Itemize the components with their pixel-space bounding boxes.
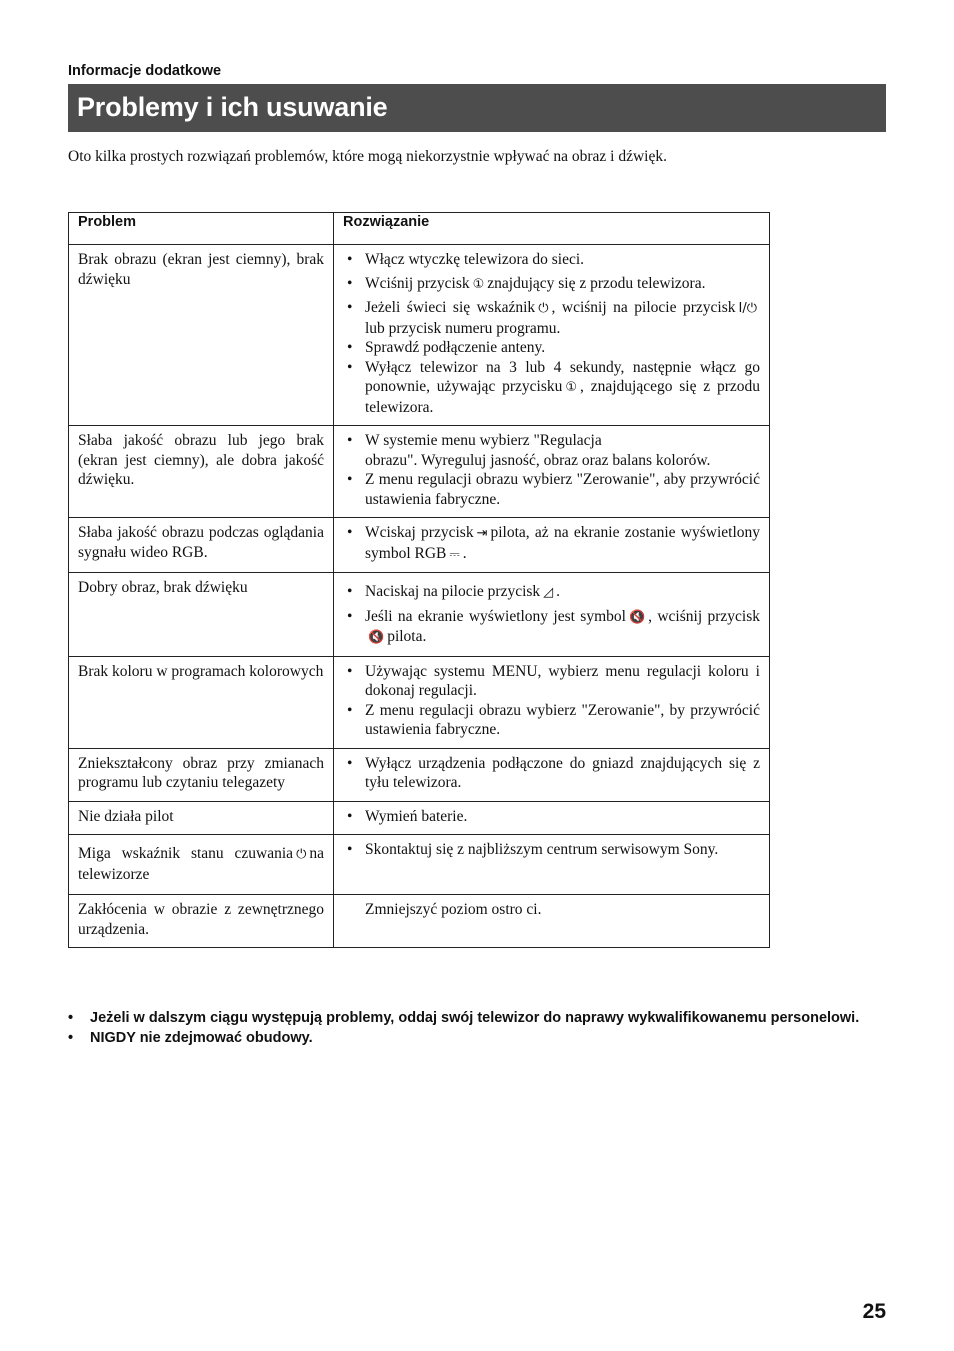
table-row — [69, 748, 770, 801]
solution-cell — [334, 518, 770, 573]
solution-item: • Naciskaj na pilocie przycisk ◿ . — [343, 582, 760, 603]
solution-cell — [334, 835, 770, 895]
solution-item: • Używając systemu MENU, wybierz menu regulacji koloru i dokonaj regulacji. — [343, 662, 760, 701]
problem-cell: Brak obrazu (ekran jest ciemny), brak dźwięku — [69, 245, 334, 426]
solution-cell — [334, 656, 770, 748]
solution-cell — [334, 801, 770, 835]
table-row — [69, 801, 770, 835]
solution-item: • Z menu regulacji obrazu wybierz "Zerowanie", by przywrócić ustawienia fabryczne. — [343, 701, 760, 740]
rgb-symbol-icon: ⎓ — [449, 546, 460, 562]
intro-text: Oto kilka prostych rozwiązań problemów, które mogą niekorzystnie wpływać na obraz i dźwięk. — [68, 148, 667, 165]
table-row — [69, 895, 770, 948]
problem-cell: Brak koloru w programach kolorowych — [69, 656, 334, 748]
problem-cell: Dobry obraz, brak dźwięku — [69, 573, 334, 657]
mute-icon: 🔇 — [628, 609, 646, 625]
solution-cell — [334, 573, 770, 657]
solution-cell — [334, 895, 770, 948]
solution-cell — [334, 748, 770, 801]
standby-icon: ⏻ — [538, 301, 549, 316]
table-header-row — [69, 213, 770, 245]
input-select-icon: ⇥ — [476, 526, 488, 541]
volume-icon: ◿ — [543, 585, 554, 600]
section-label: Informacje dodatkowe — [68, 63, 222, 79]
notes — [68, 1009, 886, 1048]
solution-item: • Wciskaj przycisk ⇥ pilota, aż na ekranie zostanie wyświetlony symbol RGB ⎓ . — [343, 523, 760, 564]
note-item: • Jeżeli w dalszym ciągu występują problemy, oddaj swój telewizor do naprawy wykwalifikowanemu personelowi. — [68, 1009, 886, 1029]
solution-item: • Sprawdź podłączenie anteny. — [343, 338, 760, 358]
solution-item: • Wyłącz urządzenia podłączone do gniazd znajdujących się z tyłu telewizora. — [343, 754, 760, 793]
solution-item: • Jeśli na ekranie wyświetlony jest symbol 🔇 , wciśnij przycisk🔇 pilota. — [343, 607, 760, 648]
solution-cell — [334, 245, 770, 426]
solution-item: • Wymień baterie. — [343, 807, 760, 827]
problem-cell: Słaba jakość obrazu lub jego brak (ekran jest ciemny), ale dobra jakość dźwięku. — [69, 426, 334, 518]
solution-item: • Włącz wtyczkę telewizora do sieci. — [343, 250, 760, 270]
table-row — [69, 518, 770, 573]
problem-cell: Miga wskaźnik stanu czuwania ⏻ na telewizorze — [69, 835, 334, 895]
solution-item: • Skontaktuj się z najbliższym centrum serwisowym Sony. — [343, 840, 760, 860]
solution-cell — [334, 426, 770, 518]
problem-cell: Zakłócenia w obrazie z zewnętrznego urządzenia. — [69, 895, 334, 948]
solution-item: • Jeżeli świeci się wskaźnik ⏻ , wciśnij na pilocie przycisk I/⏻lub przycisk numeru programu. — [343, 298, 760, 338]
page-title: Problemy i ich usuwanie — [68, 84, 886, 132]
page-number: 25 — [862, 1300, 886, 1323]
problem-cell: Nie działa pilot — [69, 801, 334, 835]
table-row — [69, 835, 770, 895]
solution-item: • W systemie menu wybierz "Regulacja obrazu". Wyreguluj jasność, obraz oraz balans kolorów. — [343, 431, 760, 470]
solution-item: Zmniejszyć poziom ostro ci. — [365, 901, 542, 918]
remote-power-icon: I/⏻ — [738, 301, 758, 316]
main-power-icon: ① — [565, 380, 578, 395]
solution-item: • Z menu regulacji obrazu wybierz "Zerowanie", aby przywrócić ustawienia fabryczne. — [343, 470, 760, 509]
column-header-problem: Problem — [69, 213, 334, 245]
solution-item: • Wciśnij przycisk ① znajdujący się z przodu telewizora. — [343, 274, 760, 295]
note-item: • NIGDY nie zdejmować obudowy. — [68, 1029, 886, 1049]
troubleshooting-table — [68, 212, 770, 948]
table-row — [69, 573, 770, 657]
mute-icon: 🔇 — [368, 630, 385, 645]
main-power-icon: ① — [472, 276, 485, 292]
table-row — [69, 656, 770, 748]
problem-cell: Zniekształcony obraz przy zmianach programu lub czytaniu telegazety — [69, 748, 334, 801]
standby-icon: ⏻ — [296, 847, 307, 862]
solution-item: • Wyłącz telewizor na 3 lub 4 sekundy, następnie włącz go ponownie, używając przycisku ① , znajdującego się z przodu telewizora. — [343, 358, 760, 418]
table-row — [69, 426, 770, 518]
problem-cell: Słaba jakość obrazu podczas oglądania sygnału wideo RGB. — [69, 518, 334, 573]
column-header-solution: Rozwiązanie — [334, 213, 770, 245]
table-row — [69, 245, 770, 426]
